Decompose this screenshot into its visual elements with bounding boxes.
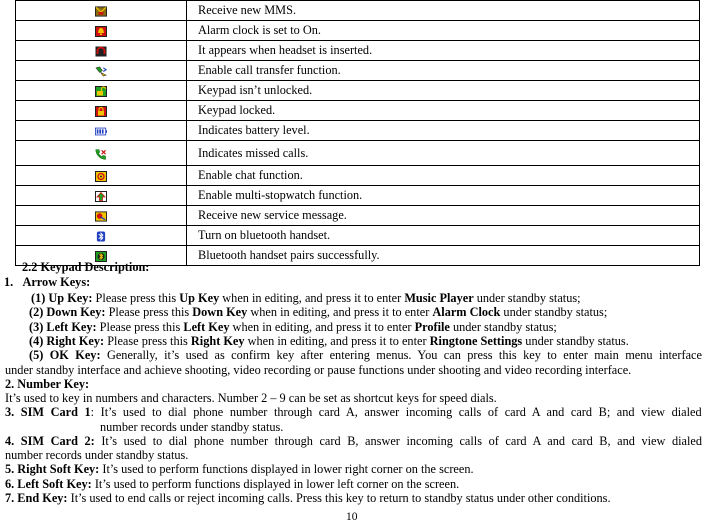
chat-icon (95, 171, 107, 182)
row-text: Enable multi-stopwatch function. (187, 186, 700, 206)
row-text: Keypad locked. (187, 101, 700, 121)
page-number: 10 (346, 511, 358, 523)
table-row (16, 141, 700, 166)
down-key-item: (2) Down Key: Please press this Down Key when in editing, and press it to enter Alarm Clock under standby status; (29, 305, 608, 319)
row-text: Enable chat function. (187, 166, 700, 186)
table-row (16, 101, 700, 121)
missed-calls-icon (95, 149, 107, 160)
sim1-continuation: number records under standby status. (100, 420, 284, 434)
row-text: Turn on bluetooth handset. (187, 226, 700, 246)
left-key-item: (3) Left Key: Please press this Left Key when in editing, and press it to enter Profile under standby status; (29, 320, 557, 334)
right-key-item: (4) Right Key: Please press this Right Key when in editing, and press it to enter Ringtone Settings under standby status. (29, 334, 629, 348)
table-row (16, 206, 700, 226)
number-key-text: It’s used to key in numbers and characters. Number 2 – 9 can be set as shortcut keys for speed dials. (5, 391, 497, 405)
table-row (16, 121, 700, 141)
bluetooth-icon (95, 231, 107, 242)
headset-icon (95, 46, 107, 57)
ok-key-continuation: under standby interface and achieve shooting, video recording or pause functions under shooting and video recording interface. (5, 363, 632, 377)
row-text: Indicates battery level. (187, 121, 700, 141)
service-message-icon (95, 211, 107, 222)
table-row (16, 81, 700, 101)
icon-table (15, 0, 700, 266)
table-row (16, 21, 700, 41)
row-text: Alarm clock is set to On. (187, 21, 700, 41)
table-row (16, 226, 700, 246)
right-soft-key-item: 5. Right Soft Key: It’s used to perform functions displayed in lower right corner on the screen. (5, 462, 474, 476)
sim2-item: 4. SIM Card 2: It’s used to dial phone number through card B, answer incoming calls of card A and card B, and view dialed (5, 434, 702, 448)
up-key-item: (1) Up Key: Please press this Up Key when in editing, and press it to enter Music Player under standby status; (31, 291, 581, 305)
keypad-locked-icon (95, 106, 107, 117)
row-text: Receive new MMS. (187, 1, 700, 21)
battery-icon (95, 126, 107, 137)
sim1-item: 3. SIM Card 1: It’s used to dial phone number through card A, answer incoming calls of card A and card B; and view dialed (5, 405, 702, 419)
table-row (16, 1, 700, 21)
alarm-icon (95, 26, 107, 37)
end-key-item: 7. End Key: It’s used to end calls or reject incoming calls. Press this key to return to standby status under other conditions. (5, 491, 611, 505)
table-row (16, 186, 700, 206)
table-row (16, 166, 700, 186)
stopwatch-icon (95, 191, 107, 202)
ok-key-item: (5) OK Key: Generally, it’s used as confirm key after entering menus. You can press this key to enter main menu interface (29, 348, 702, 362)
sim2-continuation: number records under standby status. (5, 448, 189, 462)
table-row (16, 61, 700, 81)
row-text: It appears when headset is inserted. (187, 41, 700, 61)
number-key-heading: 2. Number Key: (5, 377, 90, 391)
arrow-keys-heading: 1. Arrow Keys: (4, 275, 91, 289)
left-soft-key-item: 6. Left Soft Key: It’s used to perform functions displayed in lower left corner on the screen. (5, 477, 460, 491)
keypad-unlocked-icon (95, 86, 107, 97)
call-transfer-icon (95, 66, 107, 77)
mms-icon (95, 6, 107, 17)
row-text: Enable call transfer function. (187, 61, 700, 81)
row-text: Receive new service message. (187, 206, 700, 226)
section-heading: 2.2 Keypad Description: (22, 260, 150, 274)
row-text: Indicates missed calls. (187, 141, 700, 166)
row-text: Keypad isn’t unlocked. (187, 81, 700, 101)
row-text: Bluetooth handset pairs successfully. (187, 246, 700, 266)
table-row (16, 41, 700, 61)
